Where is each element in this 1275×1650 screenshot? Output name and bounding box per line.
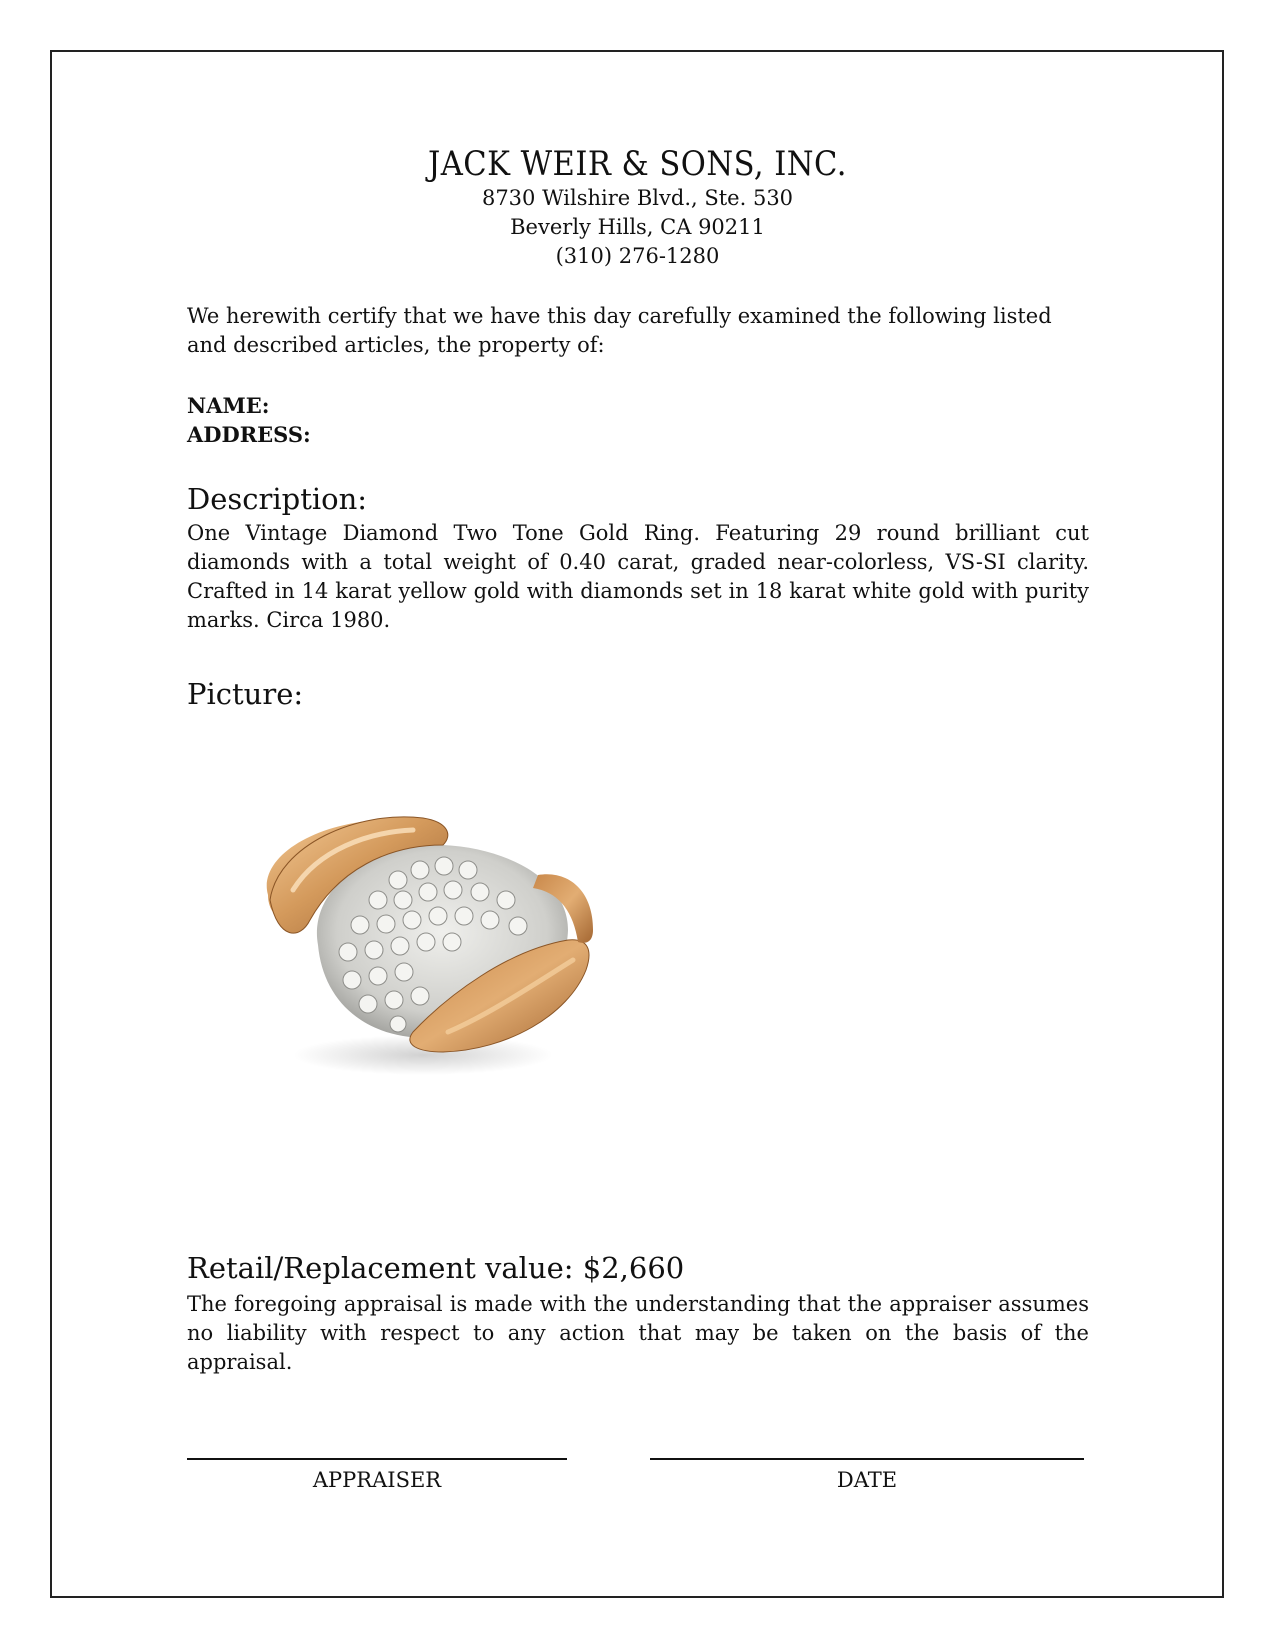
date-signature-line [650, 1458, 1084, 1460]
company-address-line2: Beverly Hills, CA 90211 [510, 215, 765, 239]
address-label: ADDRESS: [187, 422, 311, 447]
appraisal-disclaimer: The foregoing appraisal is made with the understanding that the appraiser assumes no liability with respect to any action that may be taken on the basis of the appraisal. [187, 1292, 1089, 1374]
name-label: NAME: [187, 393, 270, 418]
company-address-line1: 8730 Wilshire Blvd., Ste. 530 [481, 186, 794, 210]
letterhead [0, 144, 1275, 271]
description-text: One Vintage Diamond Two Tone Gold Ring. Featuring 29 round brilliant cut diamonds with a total weight of 0.40 carat, graded near-colorless, VS-SI clarity. Crafted in 14 karat yellow gold with diamonds set in 18 karat white gold with purity marks. Circa 1980. [187, 521, 1089, 632]
certification-text: We herewith certify that we have this day carefully examined the following listed and described articles, the property of: [187, 304, 1052, 357]
description-title: Description: [187, 482, 368, 516]
company-name: JACK WEIR & SONS, INC. [428, 144, 847, 184]
company-phone: (310) 276-1280 [555, 244, 720, 268]
ring-image [248, 800, 628, 1120]
retail-value: Retail/Replacement value: $2,660 [187, 1251, 685, 1285]
date-label: DATE [836, 1468, 898, 1492]
picture-title: Picture: [187, 677, 304, 711]
appraiser-label: APPRAISER [312, 1468, 442, 1492]
owner-fields [187, 391, 1089, 449]
appraiser-signature-line [187, 1458, 567, 1460]
